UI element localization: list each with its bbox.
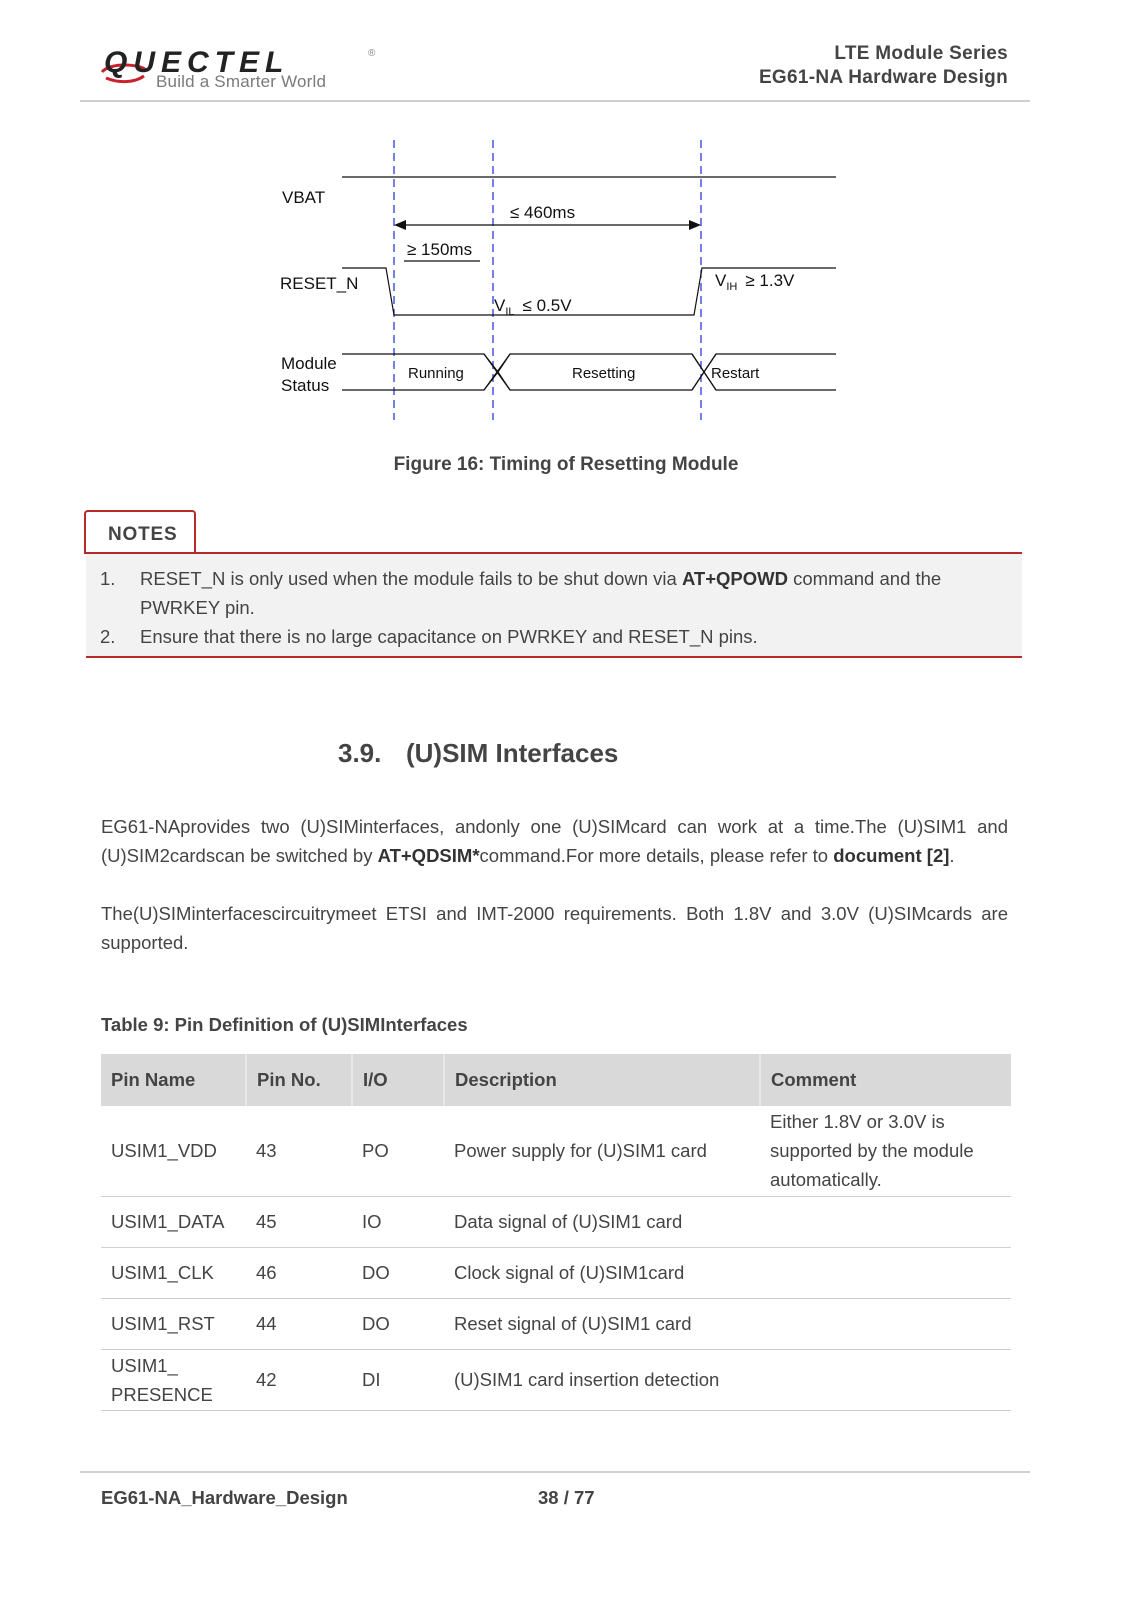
note-number: 2. <box>100 626 116 647</box>
table-caption: Table 9: Pin Definition of (U)SIMInterfaces <box>101 1014 468 1035</box>
table-row: USIM1_ PRESENCE 42 DI (U)SIM1 card insertion detection <box>101 1349 1011 1410</box>
section-number: 3.9. <box>338 738 382 768</box>
col-comment: Comment <box>760 1054 1011 1106</box>
col-description: Description <box>444 1054 760 1106</box>
paragraph-2: The(U)SIMinterfacescircuitrymeet ETSI and IMT-2000 requirements. Both 1.8V and 3.0V (U)SIMcards are supported. <box>101 903 1008 953</box>
state-restart: Restart <box>711 365 760 382</box>
note-number: 1. <box>100 568 116 589</box>
page-number: 38 / 77 <box>538 1487 595 1508</box>
reset-timing-diagram <box>270 140 850 425</box>
logo-tagline: Build a Smarter World <box>156 72 327 91</box>
doc-title: EG61-NA Hardware Design <box>758 67 1008 88</box>
footer-divider <box>80 1471 1030 1473</box>
reset-n-label: RESET_N <box>280 274 359 293</box>
logo-wordmark: QUECTEL <box>104 46 290 79</box>
document-reference: document [2] <box>833 845 950 866</box>
t-min-label: ≥ 150ms <box>407 240 473 259</box>
state-resetting: Resetting <box>572 365 636 382</box>
header-doc-info <box>759 42 1008 90</box>
table-row: USIM1_VDD 43 PO Power supply for (U)SIM1 card Either 1.8V or 3.0V is supported by the module automatically. <box>101 1106 1011 1196</box>
paragraph-1: EG61-NAprovides two (U)SIMinterfaces, andonly one (U)SIMcard can work at a time.The (U)SIM1 and (U)SIM2cardscan be switched by AT+QDSIM*command.For more details, please refer to document [2]. <box>101 816 1008 866</box>
module-label: Module <box>281 354 337 373</box>
table-header-row <box>101 1054 1011 1106</box>
table-row: USIM1_DATA 45 IO Data signal of (U)SIM1 card <box>101 1196 1011 1247</box>
status-label: Status <box>281 376 330 395</box>
table-row: USIM1_RST 44 DO Reset signal of (U)SIM1 card <box>101 1298 1011 1349</box>
vbat-label: VBAT <box>282 188 326 207</box>
table-row: USIM1_CLK 46 DO Clock signal of (U)SIM1card <box>101 1247 1011 1298</box>
col-pin-no: Pin No. <box>246 1054 352 1106</box>
notes-tab <box>84 510 196 554</box>
vih-label: $V_{IH} \ge 1.3V$ <box>715 271 795 293</box>
notes-title: NOTES <box>108 524 178 545</box>
state-running: Running <box>408 365 464 382</box>
svg-text:®: ® <box>368 48 376 59</box>
section-title: (U)SIM Interfaces <box>406 738 619 768</box>
page-header <box>80 38 1030 102</box>
notes-box <box>86 552 1022 658</box>
series-title: LTE Module Series <box>834 43 1008 64</box>
note-item-1: 1. RESET_N is only used when the module fails to be shut down via AT+QPOWD command and the PWRKEY pin. <box>100 564 1010 622</box>
footer-doc-name: EG61-NA_Hardware_Design <box>101 1487 348 1508</box>
col-pin-name: Pin Name <box>101 1054 246 1106</box>
vil-label: $V_{IL} \le 0.5V$ <box>494 296 572 318</box>
figure-caption: Figure 16: Timing of Resetting Module <box>393 454 739 475</box>
t-max-label: ≤ 460ms <box>510 203 576 222</box>
notes-list <box>100 564 1010 651</box>
col-io: I/O <box>352 1054 444 1106</box>
section-heading <box>338 738 618 769</box>
note-item-2: 2. Ensure that there is no large capacitance on PWRKEY and RESET_N pins. <box>100 622 1010 651</box>
pin-definition-table <box>101 1054 1011 1411</box>
